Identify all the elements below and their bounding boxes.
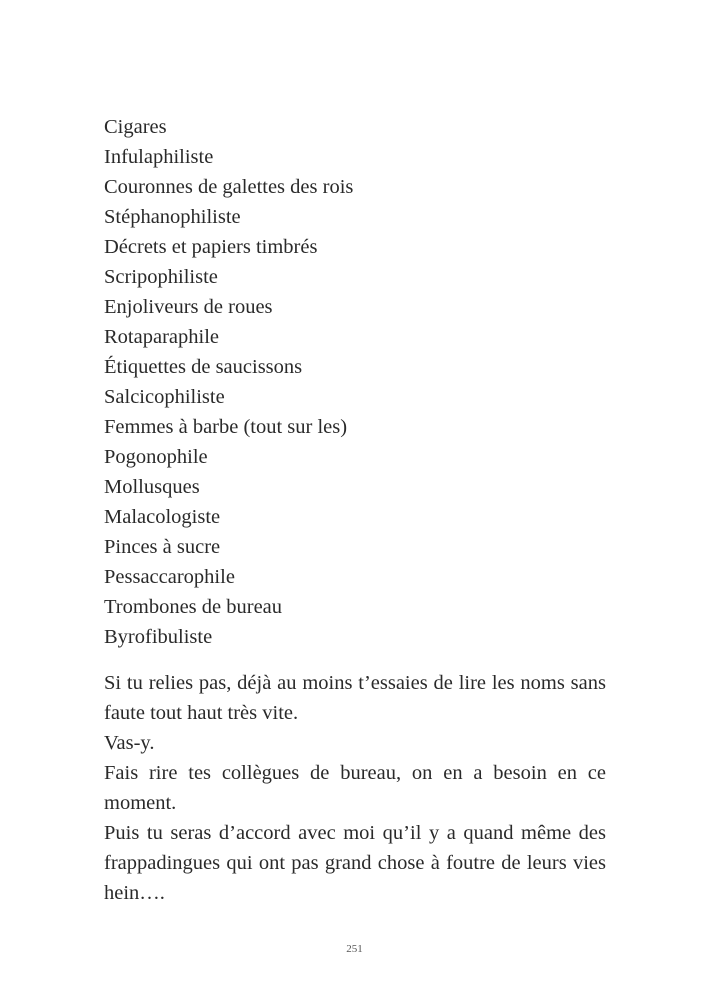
- list-item: Mollusques: [104, 476, 200, 498]
- list-item: Cigares: [104, 116, 167, 138]
- body-text: [104, 668, 606, 908]
- list-item: Pogonophile: [104, 446, 208, 468]
- collection-list: [104, 112, 606, 652]
- paragraph: Vas-y.: [104, 732, 155, 754]
- list-item: Décrets et papiers timbrés: [104, 236, 318, 258]
- paragraph: Fais rire tes collègues de bureau, on en a besoin en ce moment.: [104, 762, 606, 814]
- list-item: Byrofibuliste: [104, 626, 213, 648]
- paragraph: Puis tu seras d’accord avec moi qu’il y a quand même des frappadingues qui ont pas grand chose à foutre de leurs vies hein….: [104, 822, 606, 904]
- list-item: Couronnes de galettes des rois: [104, 176, 354, 198]
- list-item: Infulaphiliste: [104, 146, 214, 168]
- list-item: Stéphanophiliste: [104, 206, 241, 228]
- list-item: Malacologiste: [104, 506, 221, 528]
- list-item: Trombones de bureau: [104, 596, 283, 618]
- list-item: Salcicophiliste: [104, 386, 225, 408]
- list-item: Étiquettes de saucissons: [104, 356, 303, 378]
- list-item: Pinces à sucre: [104, 536, 221, 558]
- list-item: Pessaccarophile: [104, 566, 235, 588]
- list-item: Femmes à barbe (tout sur les): [104, 416, 348, 438]
- list-item: Rotaparaphile: [104, 326, 219, 348]
- list-item: Enjoliveurs de roues: [104, 296, 273, 318]
- paragraph: Si tu relies pas, déjà au moins t’essaies de lire les noms sans faute tout haut très vite.: [104, 672, 606, 724]
- page-number: 251: [346, 943, 363, 955]
- list-item: Scripophiliste: [104, 266, 218, 288]
